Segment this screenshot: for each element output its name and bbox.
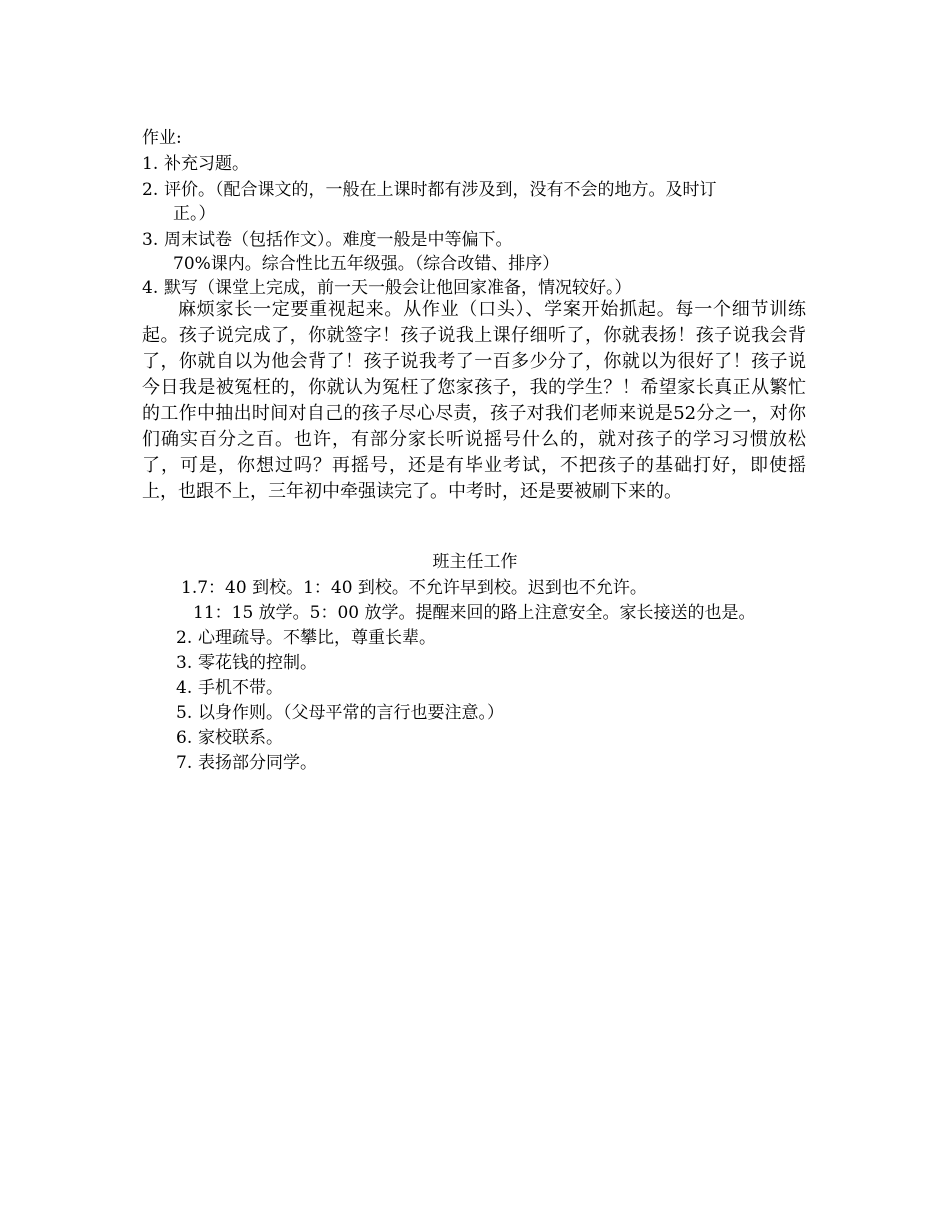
homework-item-2: [142, 178, 717, 202]
item-text: 默写（课堂上完成，前一天一般会让他回家准备，情况较好。）: [164, 278, 632, 298]
homework-heading: 作业:: [142, 128, 182, 148]
item-number: 7.: [176, 753, 193, 773]
parent-notice-paragraph: [142, 297, 806, 505]
item-text: 表扬部分同学。: [198, 753, 317, 773]
item-number: 2.: [176, 628, 193, 648]
item-text: 手机不带。: [198, 678, 283, 698]
item-text: 周末试卷（包括作文）。难度一般是中等偏下。: [164, 230, 513, 250]
homework-item-2-continuation: 正。）: [173, 204, 216, 224]
class-work-item-1-continuation: 11：15 放学。5：00 放学。提醒来回的路上注意安全。家长接送的也是。: [193, 603, 756, 623]
homework-item-1: [142, 152, 249, 176]
item-number: 1.: [142, 154, 159, 174]
item-text: 家校联系。: [198, 728, 283, 748]
paragraph-text: 麻烦家长一定要重视起来。从作业（口头）、学案开始抓起。每一个细节训练起。孩子说完成了，你就签字！孩子说我上课仔细听了，你就表扬！孩子说我会背了，你就自以为他会背了！孩子说我考了一百多少分了，你就以为很好了！孩子说今日我是被冤枉的，你就认为冤枉了您家孩子，我的学生？！希望家长真正从繁忙的工作中抽出时间对自己的孩子尽心尽责，孩子对我们老师来说是52分之一，对你们确实百分之百。也许，有部分家长听说摇号什么的，就对孩子的学习习惯放松了，可是，你想过吗？再摇号，还是有毕业考试，不把孩子的基础打好，即使摇上，也跟不上，三年初中牵强读完了。中考时，还是要被刷下来的。: [142, 299, 806, 502]
item-number: 3.: [176, 653, 193, 673]
class-work-item-7: [176, 751, 317, 775]
class-work-item-6: [176, 726, 283, 750]
item-text: 零花钱的控制。: [198, 653, 317, 673]
item-text: 心理疏导。不攀比，尊重长辈。: [198, 628, 436, 648]
homework-item-3: [142, 228, 513, 252]
item-number: 4.: [176, 678, 193, 698]
item-number: 5.: [176, 703, 193, 723]
homework-item-3-continuation: 70%课内。综合性比五年级强。（综合改错、排序）: [173, 254, 560, 274]
class-work-item-3: [176, 651, 317, 675]
item-number: 2.: [142, 180, 159, 200]
item-number: 3.: [142, 230, 159, 250]
class-work-item-4: [176, 676, 283, 700]
item-number: 4.: [142, 278, 159, 298]
item-number: 6.: [176, 728, 193, 748]
item-text: 补充习题。: [164, 154, 249, 174]
section-title: 班主任工作: [432, 552, 518, 572]
item-text: 评价。（配合课文的，一般在上课时都有涉及到，没有不会的地方。及时订: [164, 180, 717, 200]
class-work-item-5: [176, 701, 504, 725]
item-text: 以身作则。（父母平常的言行也要注意。）: [198, 703, 504, 723]
class-work-item-2: [176, 626, 436, 650]
class-work-item-1: 1.7：40 到校。1：40 到校。不允许早到校。迟到也不允许。: [181, 578, 647, 598]
